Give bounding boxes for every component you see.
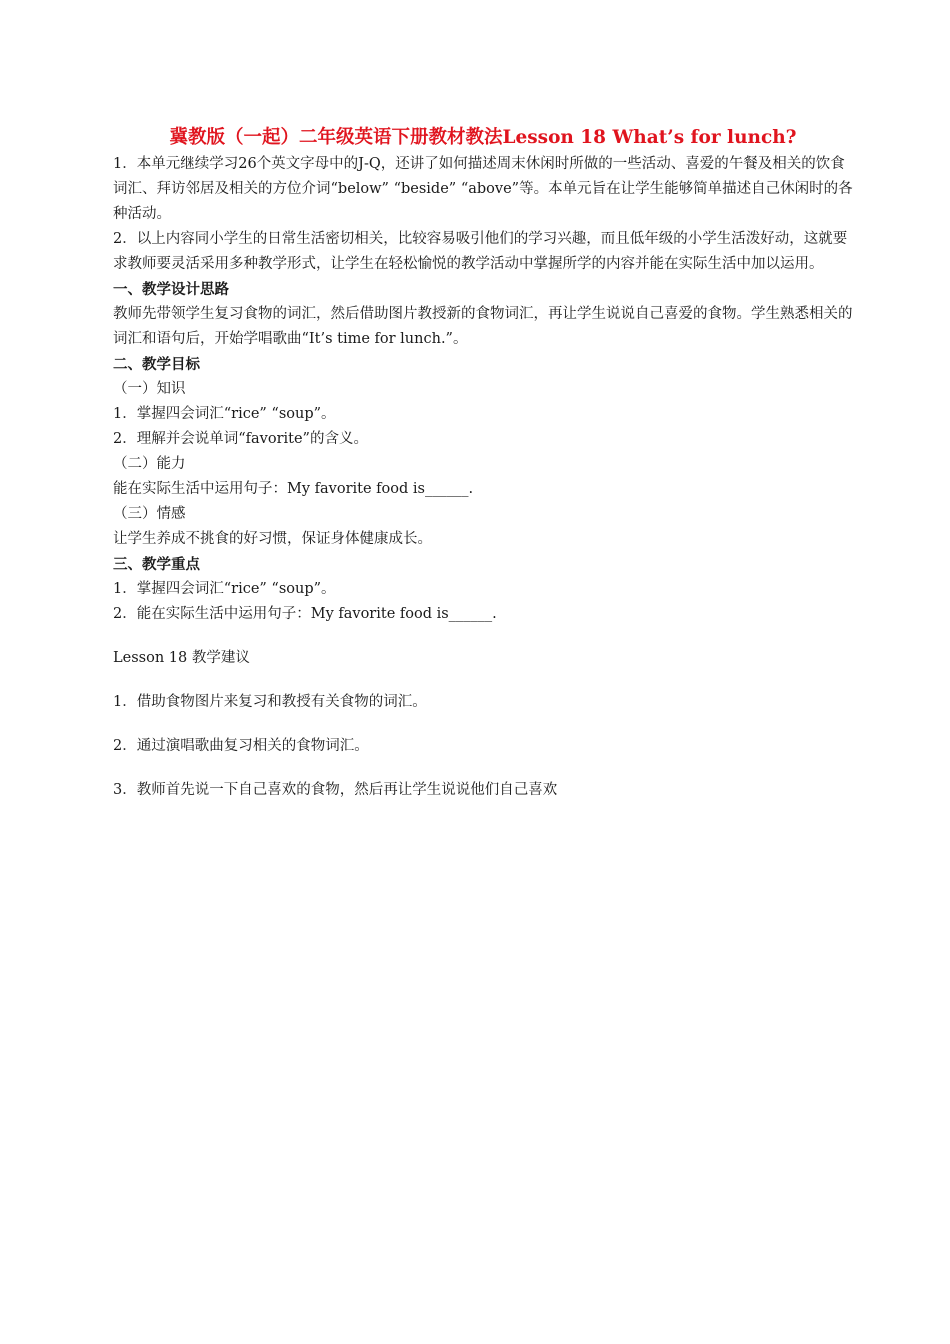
section-heading-goals: 二、教学目标 — [113, 356, 200, 373]
lesson-tip-2: 2．通过演唱歌曲复习相关的食物词汇。 — [113, 738, 369, 754]
intro-paragraph-1: 1．本单元继续学习26个英文字母中的J-Q，还讲了如何描述周末休闲时所做的一些活动、喜爱的午餐及相关的饮食词汇、拜访邻居及相关的方位介词“below” “beside” “above”等。本单元旨在让学生能够简单描述自己休闲时的各种活动。 — [113, 156, 853, 222]
section-body-design: 教师先带领学生复习食物的词汇，然后借助图片教授新的食物词汇，再让学生说说自己喜爱的食物。学生熟悉相关的词汇和语句后，开始学唱歌曲“It’s time for lunch.”。 — [113, 306, 853, 347]
subheading-emotion: （三）情感 — [113, 506, 186, 522]
section-heading-design: 一、教学设计思路 — [113, 281, 229, 298]
subheading-ability: （二）能力 — [113, 456, 186, 472]
focus-item-1: 1．掌握四会词汇“rice” “soup”。 — [113, 581, 336, 597]
knowledge-item-1: 1．掌握四会词汇“rice” “soup”。 — [113, 406, 336, 422]
section-heading-focus: 三、教学重点 — [113, 556, 200, 573]
document-page — [113, 124, 853, 803]
intro-paragraph-2: 2．以上内容同小学生的日常生活密切相关，比较容易吸引他们的学习兴趣，而且低年级的小学生活泼好动，这就要求教师要灵活采用多种教学形式，让学生在轻松愉悦的教学活动中掌握所学的内容并能在实际生活中加以运用。 — [113, 231, 848, 272]
subheading-knowledge: （一）知识 — [113, 381, 186, 397]
document-title: 冀教版（一起）二年级英语下册教材教法Lesson 18 What’s for lunch? — [169, 127, 797, 148]
lesson-tip-3: 3．教师首先说一下自己喜欢的食物，然后再让学生说说他们自己喜欢 — [113, 782, 558, 798]
lesson-tip-1: 1．借助食物图片来复习和教授有关食物的词汇。 — [113, 694, 427, 710]
knowledge-item-2: 2．理解并会说单词“favorite”的含义。 — [113, 431, 368, 447]
emotion-text: 让学生养成不挑食的好习惯，保证身体健康成长。 — [113, 531, 432, 547]
focus-item-2: 2．能在实际生活中运用句子：My favorite food is______. — [113, 606, 497, 622]
ability-text: 能在实际生活中运用句子：My favorite food is______. — [113, 481, 474, 497]
lesson-suggestions — [113, 646, 853, 803]
lesson-heading: Lesson 18 教学建议 — [113, 650, 250, 666]
